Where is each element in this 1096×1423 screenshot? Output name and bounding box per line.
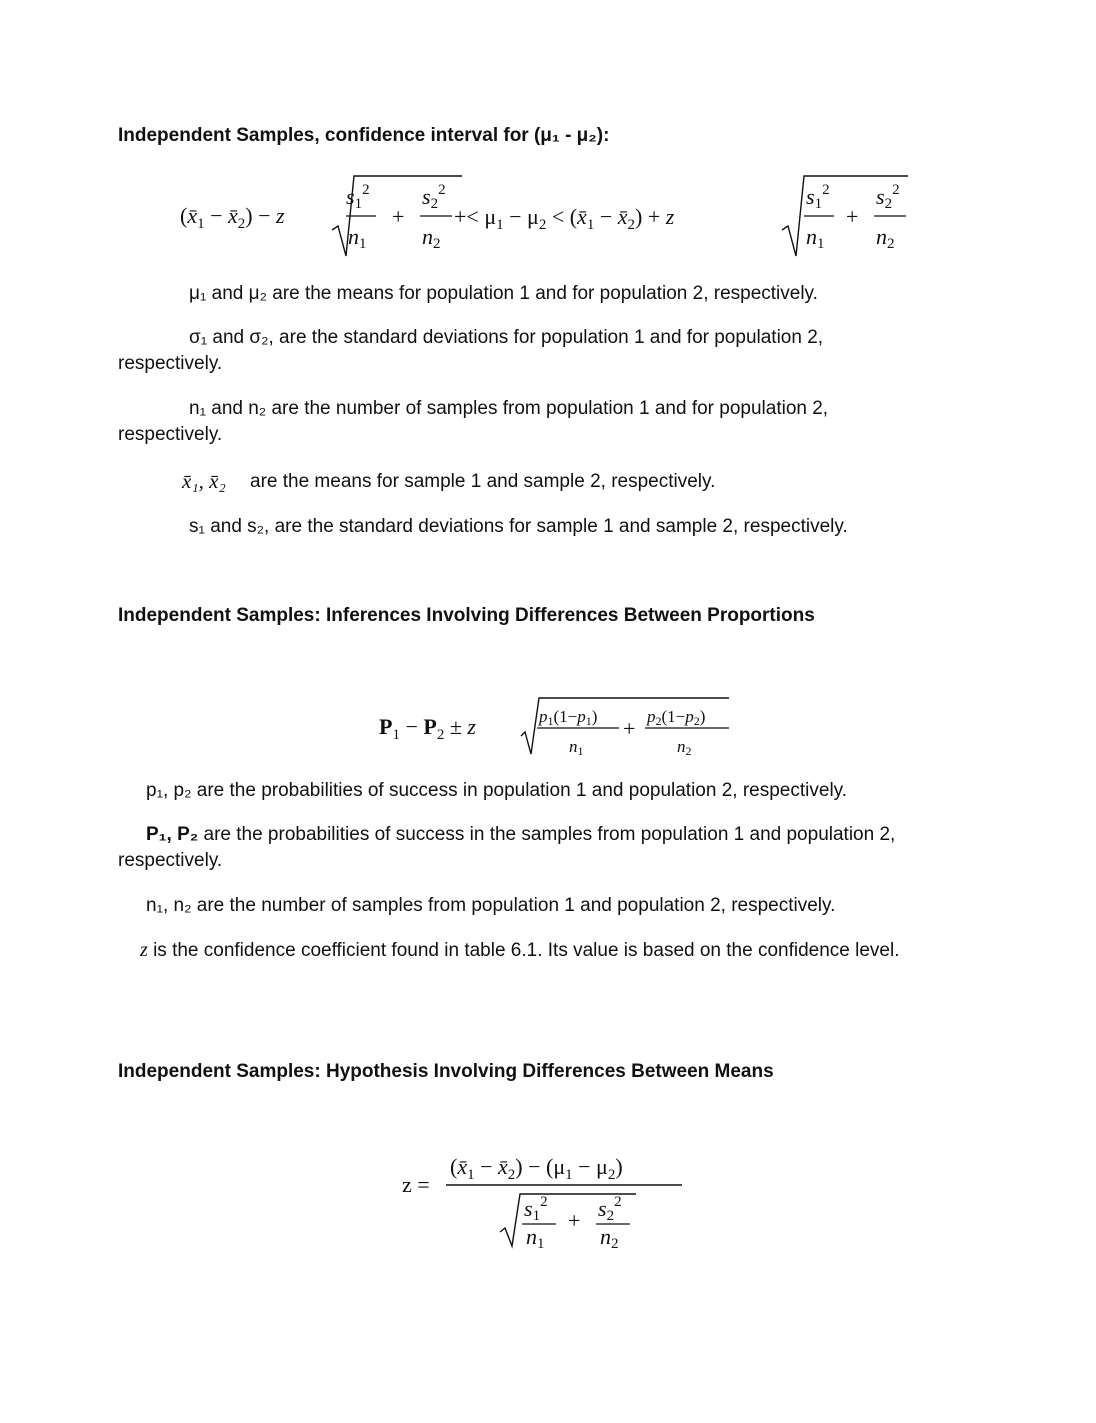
note-z — [140, 939, 900, 962]
note-n-line1: n₁ and n₂ are the number of samples from population 1 and for population 2, — [189, 398, 829, 419]
svg-text:+: + — [392, 204, 405, 229]
note-sigma-line1: σ₁ and σ₂, are the standard deviations for population 1 and for population 2, — [189, 327, 824, 348]
xbar-symbols: x̄₁, x̄₂ — [182, 469, 226, 493]
z-symbol: z — [140, 939, 148, 961]
svg-text:(x̄1 − x̄2) − (μ1 − μ2): ($x̄_1$ − $x̄_2) - (\mu_1 - \mu_2)$ — [450, 1154, 623, 1183]
confidence-interval-formula — [170, 168, 930, 263]
note-xbar: are the means for sample 1 and sample 2, respectively. — [250, 471, 716, 492]
svg-text:n2: n2 — [677, 737, 692, 758]
svg-text:z =: z = — [402, 1172, 430, 1197]
svg-text:s22: $s2^2$ — [422, 182, 446, 212]
note-n-samples: n₁, n₂ are the number of samples from population 1 and population 2, respectively. — [146, 895, 836, 916]
proportion-difference-formula — [375, 690, 745, 760]
svg-text:n2: n2 — [422, 224, 441, 252]
svg-text:n1: n1 — [569, 737, 584, 758]
svg-text:P1 − P2 ± z: $P_1 - P_2 \pm z$ — [379, 714, 476, 743]
svg-text:+: + — [623, 716, 636, 741]
note-n-line2: respectively. — [118, 424, 223, 445]
note-mu: μ₁ and μ₂ are the means for population 1 and for population 2, respectively. — [189, 283, 818, 304]
section2-heading: Independent Samples: Inferences Involving Differences Between Proportions — [118, 605, 815, 626]
svg-text:(x̄1 − x̄2) − z: ($x̄_1$ − $x̄_2) - z$ — [180, 203, 285, 232]
svg-text:n2: n2 — [600, 1224, 619, 1252]
svg-text:n2: n2 — [876, 224, 895, 252]
note-p-upper-text: are the probabilities of success in the samples from population 1 and population 2, — [198, 824, 896, 845]
svg-text:n1: n1 — [806, 224, 825, 252]
svg-text:s12: $s1^2$ — [346, 182, 370, 212]
svg-text:n1: n1 — [348, 224, 367, 252]
svg-text:p2(1−p2): p2(1−p2) — [647, 707, 706, 728]
section1-heading: Independent Samples, confidence interval for (μ₁ - μ₂): — [118, 125, 610, 146]
svg-text:s12: $s1^2$ — [524, 1194, 548, 1224]
svg-text:p1(1−p1): p1(1−p1) — [539, 707, 598, 728]
svg-text:s12: $s1^2$ — [806, 182, 830, 212]
svg-text:+: + — [568, 1208, 581, 1233]
svg-text:s22: $s2^2$ — [876, 182, 900, 212]
section3-heading: Independent Samples: Hypothesis Involving Differences Between Means — [118, 1061, 774, 1082]
p-upper-symbols: P₁, P₂ — [146, 824, 199, 845]
svg-text:+< μ1 − μ2 < (x̄1 − x̄2) +: +< $\mu_1 - \mu_2$ < ($x̄_1$ − $x̄_2) + z$ — [454, 204, 675, 233]
svg-text:s22: $s2^2$ — [598, 1194, 622, 1224]
note-sigma-line2: respectively. — [118, 353, 223, 374]
note-s: s₁ and s₂, are the standard deviations for sample 1 and sample 2, respectively. — [189, 516, 848, 537]
hypothesis-test-formula — [400, 1140, 700, 1255]
note-p-upper-line1 — [146, 824, 895, 846]
svg-text:n1: n1 — [526, 1224, 545, 1252]
note-p-upper-line2: respectively. — [118, 850, 223, 871]
svg-text:+: + — [846, 204, 859, 229]
note-z-text: is the confidence coefficient found in table 6.1. Its value is based on the confidence level. — [147, 940, 900, 961]
note-p-lower: p₁, p₂ are the probabilities of success in population 1 and population 2, respectively. — [146, 780, 848, 801]
